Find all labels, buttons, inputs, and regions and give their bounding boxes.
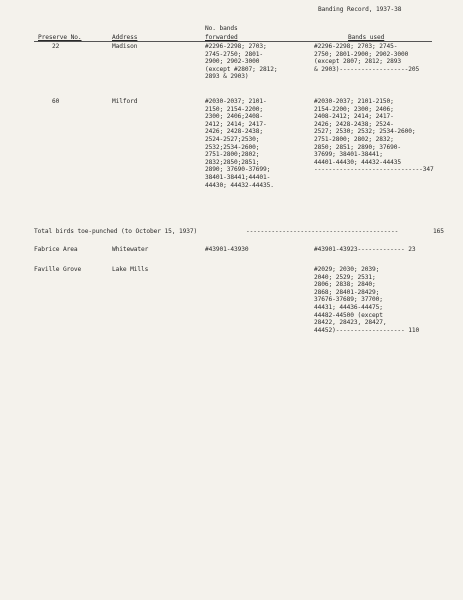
header-address: Address (112, 34, 138, 41)
page-title: Banding Record, 1937-38 (318, 6, 402, 13)
header-forwarded: forwarded (205, 34, 238, 41)
row-bands-forwarded (205, 98, 274, 189)
band-line: 2412; 2414; 2417- (205, 120, 267, 128)
band-line: #2296-2298; 2703; (205, 43, 267, 50)
band-line: 2850; 2851; 2890; 37690- (314, 143, 402, 151)
band-line: 2751-2800;2802; (205, 151, 260, 159)
band-line: 2745-2750; 2801- (205, 50, 264, 58)
row-address: Milford (112, 98, 138, 105)
header-preserve: Preserve No. (38, 34, 82, 41)
band-line: #2030-2037; 2101-2150; (314, 98, 394, 105)
row-bands-used (314, 43, 419, 73)
row-bands-forwarded (205, 43, 278, 81)
band-line: 2751-2800; 2802; 2832; (314, 135, 394, 143)
area-name: Fabrice Area (34, 246, 78, 253)
band-line: 2868; 28401-28429; (314, 288, 380, 296)
band-line: 44431; 44436-44475; (314, 303, 383, 311)
row-address: Whitewater (112, 246, 149, 253)
band-line: (except #2807; 2812; (205, 65, 278, 73)
band-line: & 2903)-------------------205 (314, 65, 420, 73)
row-bands-used (314, 98, 434, 174)
band-line: 2524-2527;2530; (205, 135, 260, 143)
row-bands-used (314, 266, 419, 334)
row-preserve-number: 22 (52, 43, 60, 50)
row-preserve-number: 60 (52, 98, 60, 105)
band-line: 2300; 2406;2408- (205, 113, 264, 121)
row-bands-forwarded: #43901-43930 (205, 246, 249, 253)
total-dashes: ------------------------------------------ (246, 228, 399, 235)
band-line: 2900; 2902-3000 (205, 58, 260, 66)
total-label: Total birds toe-punched (to October 15, 1937) (34, 228, 198, 235)
band-line: 44452)------------------- 110 (314, 326, 420, 334)
area-name: Faville Grove (34, 266, 82, 273)
band-line: 2408-2412; 2414; 2417- (314, 113, 394, 121)
header-forwarded-top: No. bands (205, 25, 238, 32)
band-line: 2750; 2801-2900; 2902-3000 (314, 50, 409, 58)
band-line: 2890; 37690-37699; (205, 166, 271, 174)
band-line: 44430; 44432-44435. (205, 181, 274, 189)
band-line: #2030-2037; 2101- (205, 98, 267, 105)
band-line: 2150; 2154-2200; (205, 105, 264, 113)
band-line: 28422, 28423, 28427, (314, 319, 387, 327)
band-line: 2806; 2838; 2840; (314, 281, 376, 289)
row-address: Madison (112, 43, 138, 50)
band-line: 44482-44500 (except (314, 311, 383, 319)
band-line: 2040; 2529; 2531; (314, 273, 376, 281)
band-line: ------------------------------347 (314, 166, 434, 174)
total-value: 165 (433, 228, 444, 235)
header-rule (34, 41, 432, 42)
band-line: #2029; 2030; 2039; (314, 266, 380, 273)
band-line: 2426; 2428-2438; (205, 128, 264, 136)
row-bands-used: #43901-43923------------- 23 (314, 246, 416, 253)
band-line: 2154-2200; 2300; 2406; (314, 105, 394, 113)
band-line: 2893 & 2903) (205, 73, 249, 81)
band-line: 37699; 38401-38441; (314, 151, 383, 159)
band-line: 2832;2850;2851; (205, 158, 260, 166)
band-line: 37676-37689; 37700; (314, 296, 383, 304)
header-bands-used: Bands used (348, 34, 385, 41)
band-line: (except 2807; 2812; 2893 (314, 58, 402, 66)
band-line: 38401-38441;44401- (205, 173, 271, 181)
band-line: 2532;2534-2600; (205, 143, 260, 151)
band-line: 44401-44430; 44432-44435 (314, 158, 402, 166)
band-line: 2527; 2530; 2532; 2534-2600; (314, 128, 416, 136)
row-address: Lake Mills (112, 266, 149, 273)
band-line: 2426; 2428-2438; 2524- (314, 120, 394, 128)
band-line: #2296-2298; 2703; 2745- (314, 43, 398, 50)
